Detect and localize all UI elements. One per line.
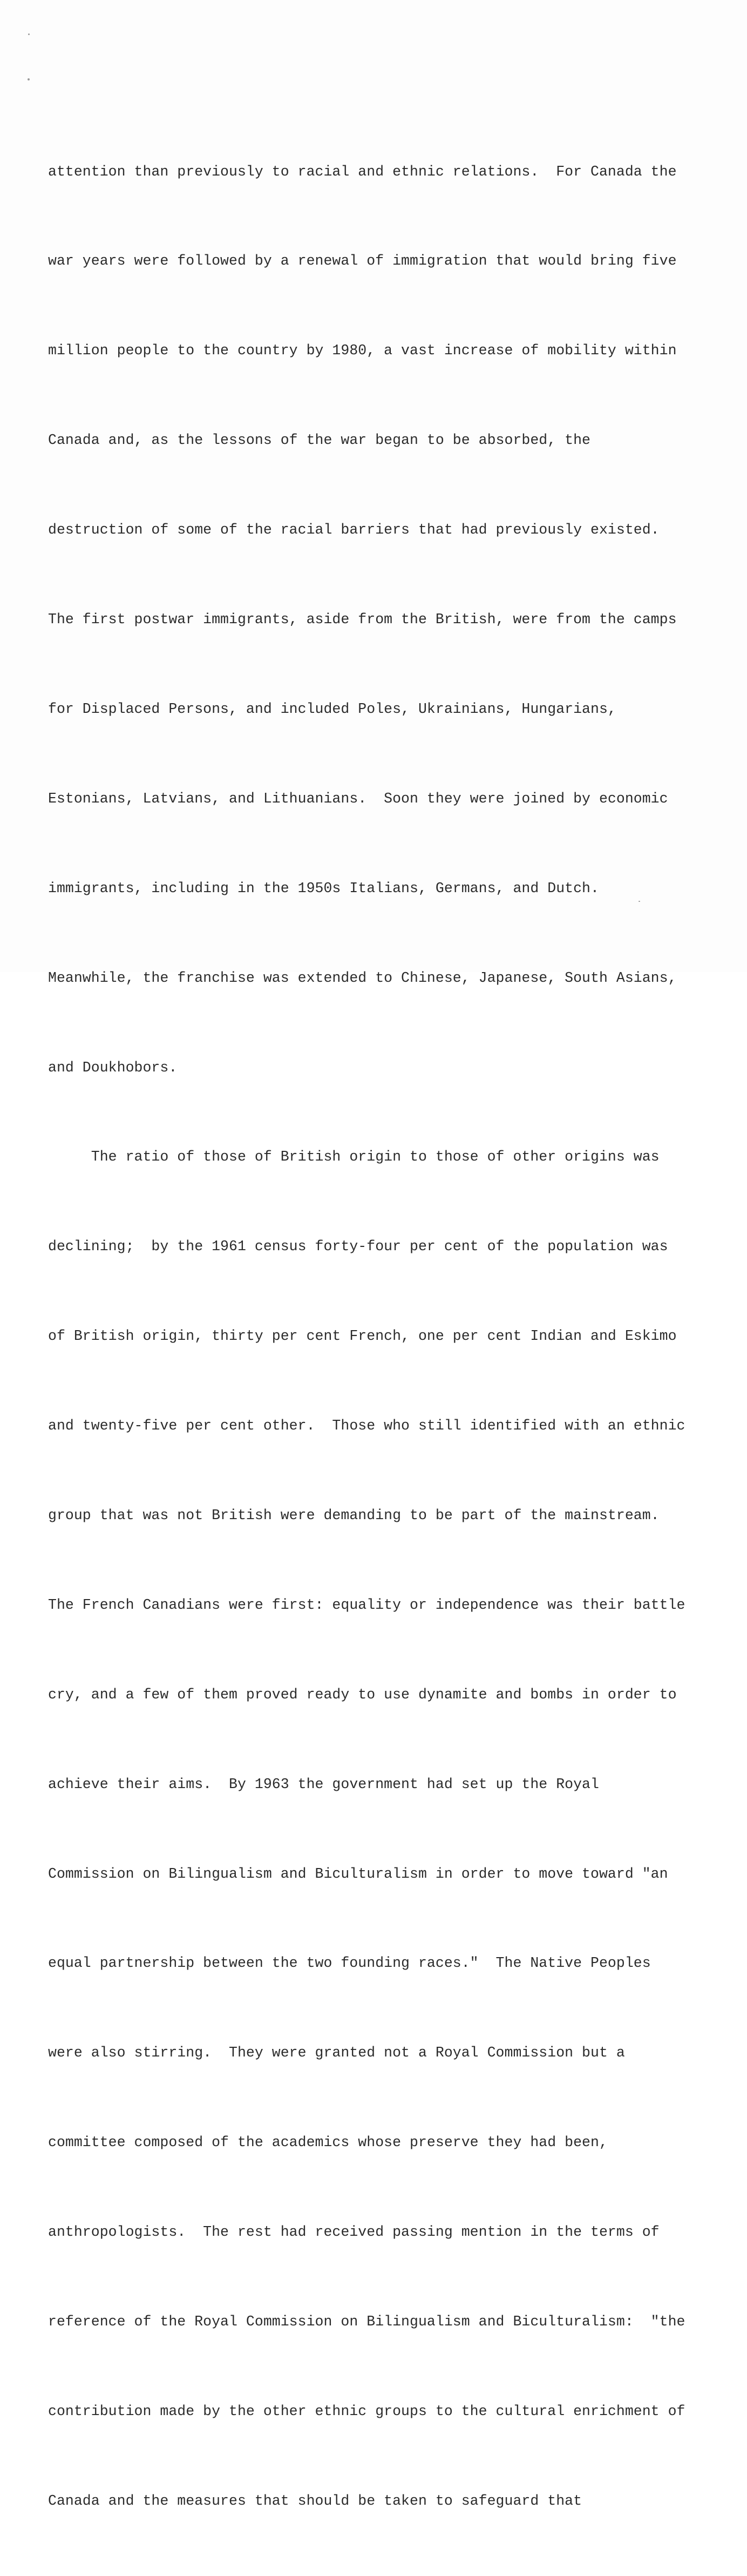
text-line: group that was not British were demanding to be part of the mainstream. xyxy=(48,1507,660,1523)
text-line: committee composed of the academics whose preserve they had been, xyxy=(48,2134,608,2151)
text-line: achieve their aims. By 1963 the government had set up the Royal xyxy=(48,1776,599,1792)
text-line: Meanwhile, the franchise was extended to Chinese, Japanese, South Asians, xyxy=(48,969,677,986)
text-line: Canada and the measures that should be taken to safeguard that xyxy=(48,2492,582,2509)
text-line: Estonians, Latvians, and Lithuanians. Soon they were joined by economic xyxy=(48,790,668,807)
text-line: attention than previously to racial and ethnic relations. For Canada the xyxy=(48,163,677,180)
text-line: reference of the Royal Commission on Bilingualism and Biculturalism: "the xyxy=(48,2313,685,2330)
text-line: anthropologists. The rest had received passing mention in the terms of xyxy=(48,2224,660,2241)
text-line: Commission on Bilingualism and Biculturalism in order to move toward "an xyxy=(48,1865,668,1882)
text-line: destruction of some of the racial barriers that had previously existed. xyxy=(48,522,660,538)
text-line: immigrants, including in the 1950s Italians, Germans, and Dutch. xyxy=(48,880,599,896)
text-line: million people to the country by 1980, a vast increase of mobility within xyxy=(48,342,677,359)
body-text xyxy=(48,97,723,2576)
text-line: The French Canadians were first: equality or independence was their battle xyxy=(48,1596,685,1613)
text-line: war years were followed by a renewal of immigration that would bring five xyxy=(48,253,677,269)
text-line: The ratio of those of British origin to those of other origins was xyxy=(48,1149,660,1165)
text-line: for Displaced Persons, and included Poles, Ukrainians, Hungarians, xyxy=(48,700,616,717)
text-line: equal partnership between the two founding races." The Native Peoples xyxy=(48,1955,651,1972)
text-line: of British origin, thirty per cent French, one per cent Indian and Eskimo xyxy=(48,1328,677,1345)
text-line: and Doukhobors. xyxy=(48,1059,178,1076)
text-line: contribution made by the other ethnic groups to the cultural enrichment of xyxy=(48,2403,685,2419)
scan-speck xyxy=(28,33,30,35)
scan-speck xyxy=(28,78,30,80)
text-line: were also stirring. They were granted not a Royal Commission but a xyxy=(48,2045,625,2061)
text-line: Canada and, as the lessons of the war began to be absorbed, the xyxy=(48,432,591,449)
text-line: declining; by the 1961 census forty-four per cent of the population was xyxy=(48,1238,668,1255)
text-line: and twenty-five per cent other. Those who still identified with an ethnic xyxy=(48,1418,685,1434)
text-line: The first postwar immigrants, aside from the British, were from the camps xyxy=(48,611,677,628)
text-line: cry, and a few of them proved ready to use dynamite and bombs in order to xyxy=(48,1686,677,1703)
